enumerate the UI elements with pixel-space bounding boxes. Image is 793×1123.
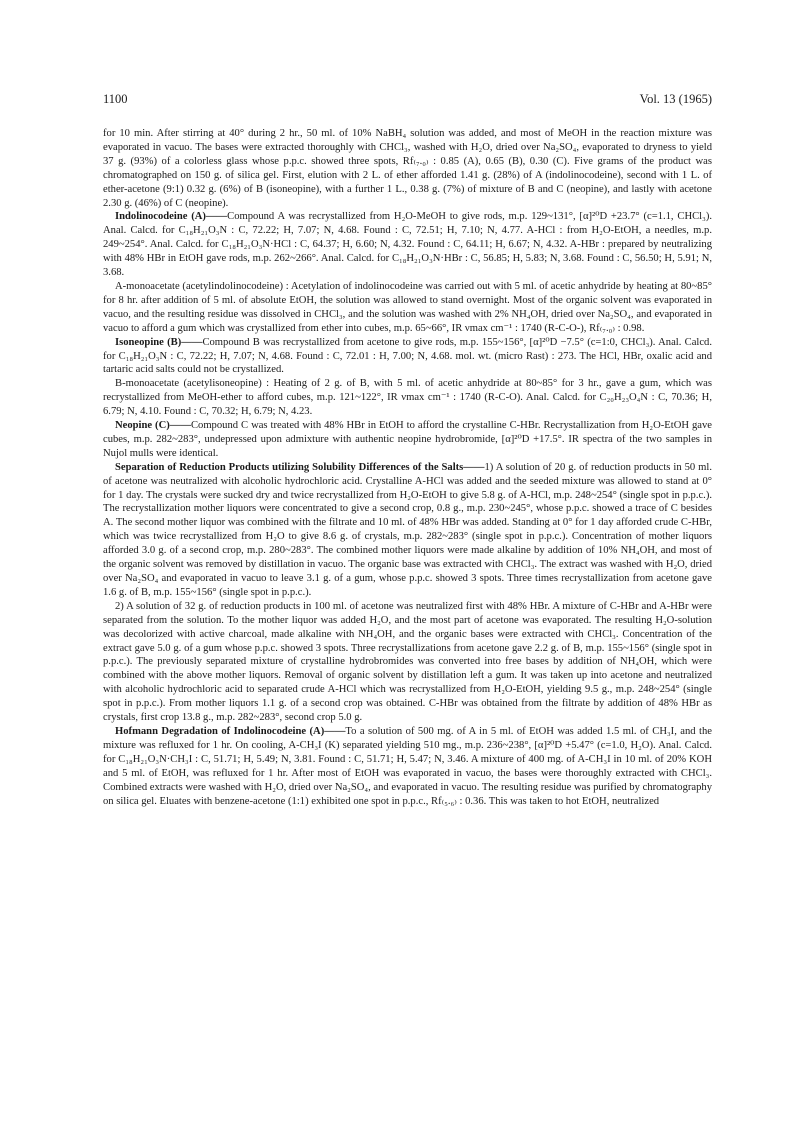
paragraph-separation-1: Separation of Reduction Products utilizing Solubility Differences of the Salts——1) A solution of 20 g. of reduction products in 50 ml. of acetone was neutralized with alcoholic hydrochloric acid. Crystalline A-HCl was added and the seeded mixture was allowed to stand at 0° for 1 day. The crystals were sucked dry and twice recrystallized from H₂O-EtOH to give 5.8 g. of A-HCl, m.p. 248~254° (single spot in p.p.c.). The recrystallization mother liquors were concentrated to give a second crop, 0.8 g., m.p. 230~245°, whose p.p.c. showed a trace of C besides A. The second mother liquor was combined with the filtrate and 10 ml. of 48% HBr was added. Standing at 0° for 1 day afforded crude C-HBr, which was twice recrystallized from H₂O to give 8.6 g. of crystals, m.p. 282~283° (single spot in p.p.c.). Concentration of mother liquors afforded 3.0 g. of a second crop, m.p. 280~283°. The combined mother liquors were made alkaline by addition of 10% NH₄OH, and most of the organic solvent was removed by distillation in vacuo. The organic base was extracted with CHCl₃. The extract was washed with H₂O, dried over Na₂SO₄ and evaporated in vacuo to leave 3.1 g. of a gum, whose p.p.c. showed 3 spots. Three times recrystallization from acetone gave 1.6 g. of B, m.p. 155~156° (single spot in p.p.c.). — [103, 461, 712, 598]
section-heading: Indolinocodeine (A)—— — [115, 211, 228, 223]
journal-volume: Vol. 13 (1965) — [639, 92, 712, 106]
section-heading: Isoneopine (B)—— — [115, 336, 203, 348]
paragraph-continuation: for 10 min. After stirring at 40° during 2 hr., 50 ml. of 10% NaBH₄ solution was added, and most of MeOH in the reaction mixture was evaporated in vacuo. The bases were extracted thoroughly with CHCl₃, washed with H₂O, dried over Na₂SO₄, evaporated to dryness to yield 37 g. (93%) of a colorless glass whose p.p.c. showed three spots, Rf₍₇.₀₎ : 0.85 (A), 0.65 (B), 0.30 (C). Five grams of the product was chromatographed on 150 g. of silica gel. First, elution with 2 L. of ether afforded 1.41 g. (28%) of A (indolinocodeine), second with 1 L. of ether-acetone (9:1) 0.32 g. (6%) of B (isoneopine), with a further 1 L., 0.38 g. (7%) of mixture of B and C (neopine), and lastly with acetone 2.30 g. (46%) of C (neopine). — [103, 128, 712, 209]
paragraph-hofmann-degradation: Hofmann Degradation of Indolinocodeine (A)——To a solution of 500 mg. of A in 5 ml. of EtOH was added 1.5 ml. of CH₃I, and the mixture was refluxed for 1 hr. On cooling, A-CH₃I (K) separated yielding 510 mg., m.p. 236~238°, [α]²⁰D +5.47° (c=1.0, H₂O). Anal. Calcd. for C₁₈H₂₁O₃N·CH₃I : C, 51.71; H, 5.49; N, 3.81. Found : C, 51.71; H, 5.47; N, 3.46. A mixture of 400 mg. of A-CH₃I in 10 ml. of 20% KOH and 5 ml. of EtOH, was refluxed for 1 hr. After most of EtOH was evaporated in vacuo, the bases were thoroughly extracted with CHCl₃. Combined extracts were washed with H₂O, dried over Na₂SO₄, and evaporated in vacuo. The resulting residue was purified by chromatography on silica gel. Eluates with benzene-acetone (1:1) exhibited one spot in p.p.c., Rf₍₅.₆₎ : 0.36. This was taken to hot EtOH, neutralized — [103, 725, 713, 807]
section-heading: Neopine (C)—— — [115, 420, 191, 432]
paragraph-isoneopine: Isoneopine (B)——Compound B was recrystallized from acetone to give rods, m.p. 155~156°, [α]²⁰D −7.5° (c=1:0, CHCl₃). Anal. Calcd. for C₁₈H₂₁O₃N : C, 72.22; H, 7.07; N, 4.68. Found : C, 72.01 : H, 7.00; N, 4.68. mol. wt. (micro Rast) : 273. The HCl, HBr, oxalic acid and tartaric acid salts could not be crystallized. — [103, 336, 712, 376]
page-number: 1100 — [103, 92, 128, 106]
paragraph-separation-2: 2) A solution of 32 g. of reduction products in 100 ml. of acetone was neutralized first with 48% HBr. A mixture of C-HBr and A-HBr were separated from the solution. To the mother liquor was added H₂O, and the most part of acetone was evaporated. The resulting H₂O-solution was decolorized with active charcoal, made alkaline with NH₄OH, and the organic bases were extracted with CHCl₃. Concentration of the extract gave 5.0 g. of a gum whose p.p.c. showed 3 spots. Three recrystallizations from acetone gave 2.2 g. of B, m.p. 155~156° (single spot in p.p.c.). The previously separated mixture of crystalline hydrobromides was converted into free bases by addition of NH₄OH, which were combined with the above mother liquors. Removal of organic solvent by distillation left a gum. It was taken up into acetone and neutralized with alcoholic hydrochloric acid to separated crude A-HCl which was recrystallized from H₂O-EtOH, yielding 9.5 g., m.p. 248~254° (single spot in p.p.c.). From mother liquors 1.1 g. of a second crop was obtained. C-HBr was obtained from the filtrate by addition of 48% HBr as crystals, first crop 13.8 g., m.p. 282~283°, second crop 5.0 g. — [103, 600, 712, 724]
section-heading: Separation of Reduction Products utilizing Solubility Differences of the Salts—— — [115, 461, 485, 473]
paragraph-indolinocodeine: Indolinocodeine (A)——Compound A was recrystallized from H₂O-MeOH to give rods, m.p. 129~131°, [α]²⁰D +23.7° (c=1.1, CHCl₃). Anal. Calcd. for C₁₈H₂₁O₃N : C, 72.22; H, 7.07; N, 4.68. Found : C, 72.51; H, 7.10; N, 4.77. A-HCl : from H₂O-EtOH, a needles, m.p. 249~254°. Anal. Calcd. for C₁₈H₂₁O₃N·HCl : C, 64.37; H, 6.60; N, 4.32. Found : C, 64.11; H, 6.67; N, 4.32. A-HBr : prepared by neutralizing with 48% HBr in EtOH gave rods, m.p. 262~266°. Anal. Calcd. for C₁₈H₂₁O₃N·HBr : C, 56.85; H, 5.83; N, 3.68. Found : C, 56.50; H, 5.91; N, 3.68. — [103, 211, 712, 279]
paragraph-b-monoacetate: B-monoacetate (acetylisoneopine) : Heating of 2 g. of B, with 5 ml. of acetic anhydride at 80~85° for 3 hr., gave a gum, which was recrystallized from MeOH-ether to afford cubes, m.p. 121~122°, IR νmax cm⁻¹ : 1740 (R-C-O). Anal. Calcd. for C₂₀H₂₃O₄N : C, 70.36; H, 6.79; N, 4.10. Found : C, 70.32; H, 6.79; N, 4.23. — [103, 378, 712, 418]
paragraph-a-monoacetate: A-monoacetate (acetylindolinocodeine) : Acetylation of indolinocodeine was carried out with 5 ml. of acetic anhydride by heating at 80~85° for 8 hr. after addition of 5 ml. of absolute EtOH, the solution was allowed to stand overnight. Most of the organic solvent was evaporated in vacuo, and the resulting residue was dissolved in CHCl₃, and the solution was washed with 2% NH₄OH, dried over Na₂SO₄, and evaporated in vacuo to afford a gum which was crystallized from ether into cubes, m.p. 65~66°, IR νmax cm⁻¹ : 1740 (R-C-O-), Rf₍₇.₀₎ : 0.98. — [103, 280, 712, 334]
running-header — [103, 92, 712, 110]
body-text — [103, 127, 712, 808]
section-heading: Hofmann Degradation of Indolinocodeine (A)—— — [115, 725, 346, 737]
paragraph-neopine: Neopine (C)——Compound C was treated with 48% HBr in EtOH to afford the crystalline C-HBr. Recrystallization from H₂O-EtOH gave cubes, m.p. 282~283°, undepressed upon admixture with authentic neopine hydrobromide, [α]²⁰D +17.5°. IR spectra of the two samples in Nujol mulls were identical. — [103, 420, 712, 459]
